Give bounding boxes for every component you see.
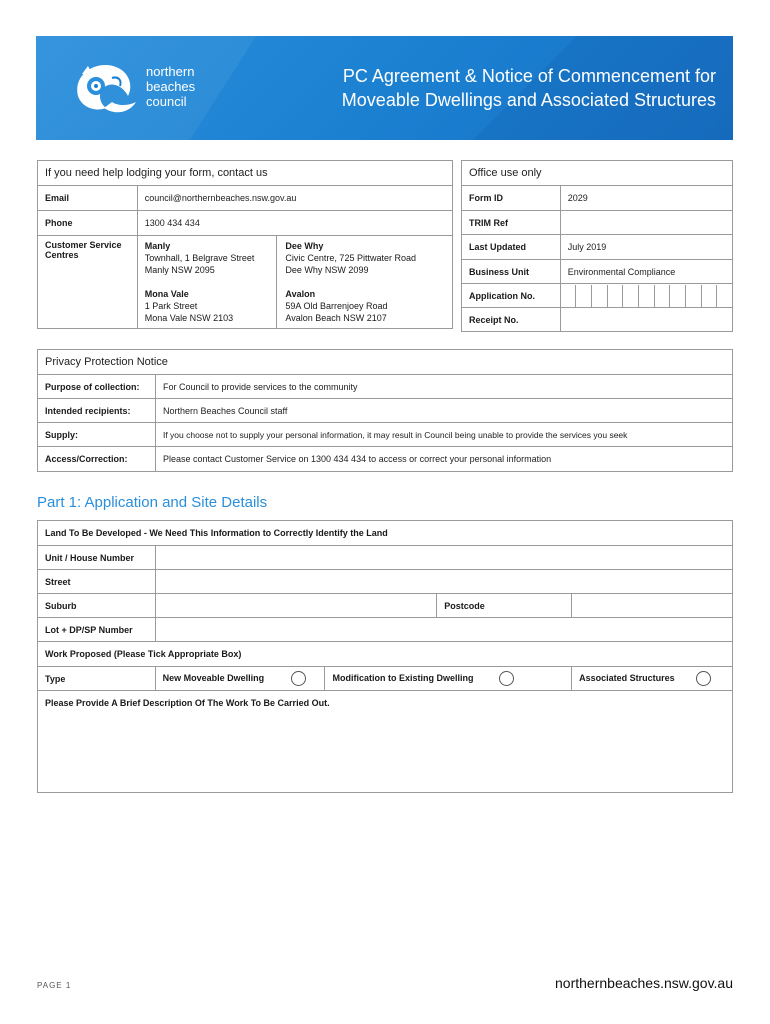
type-option-modification-label: Modification to Existing Dwelling [332, 672, 474, 683]
lot-dp-input[interactable] [155, 618, 732, 642]
postcode-input[interactable] [572, 594, 733, 618]
digit-box[interactable] [608, 285, 624, 307]
centre-manly [145, 240, 273, 276]
centre-address: Civic Centre, 725 Pittwater Road [285, 253, 416, 263]
application-no-boxes[interactable] [561, 285, 732, 307]
office-heading: Office use only [462, 161, 733, 186]
type-option-associated-label: Associated Structures [579, 672, 675, 683]
type-label: Type [38, 667, 156, 691]
suburb-input[interactable] [155, 594, 437, 618]
digit-box[interactable] [576, 285, 592, 307]
business-unit-value: Environmental Compliance [560, 260, 732, 284]
page-number: PAGE 1 [37, 981, 72, 990]
land-heading: Land To Be Developed - We Need This Information to Correctly Identify the Land [38, 521, 733, 546]
digit-box[interactable] [655, 285, 671, 307]
privacy-purpose-value: For Council to provide services to the community [155, 375, 732, 399]
logo-line: northern [146, 64, 195, 79]
digit-box[interactable] [561, 285, 577, 307]
digit-box[interactable] [592, 285, 608, 307]
unit-number-label: Unit / House Number [38, 546, 156, 570]
modification-radio[interactable] [499, 671, 514, 686]
privacy-recipients-label: Intended recipients: [38, 399, 156, 423]
type-option-new[interactable] [155, 667, 325, 691]
centre-name: Avalon [285, 289, 316, 299]
centre-avalon [285, 288, 448, 324]
trim-ref-field[interactable] [560, 211, 732, 235]
part-1-title: Part 1: Application and Site Details [37, 494, 268, 511]
centres-col-1 [137, 236, 277, 329]
centre-name: Manly [144, 241, 171, 251]
logo-line: council [146, 94, 187, 109]
application-no-label: Application No. [462, 284, 561, 308]
contact-table [37, 160, 453, 329]
phone-label: Phone [38, 211, 138, 236]
digit-box[interactable] [639, 285, 655, 307]
trim-ref-label: TRIM Ref [462, 211, 561, 235]
email-label: Email [38, 186, 138, 211]
work-proposed-heading: Work Proposed (Please Tick Appropriate Box) [38, 642, 733, 667]
suburb-label: Suburb [38, 594, 156, 618]
centres-label: Customer Service Centres [38, 236, 138, 329]
privacy-supply-label: Supply: [38, 423, 156, 447]
centre-address: Dee Why NSW 2099 [285, 265, 369, 275]
email-value[interactable]: council@northernbeaches.nsw.gov.au [137, 186, 452, 211]
digit-box[interactable] [623, 285, 639, 307]
centre-address: Manly NSW 2095 [144, 265, 215, 275]
centre-address: Townhall, 1 Belgrave Street [144, 253, 255, 263]
office-use-table [461, 160, 733, 332]
council-logo-icon [68, 56, 138, 122]
centre-name: Dee Why [285, 241, 324, 251]
application-no-field[interactable] [560, 284, 732, 308]
street-input[interactable] [155, 570, 732, 594]
type-option-new-label: New Moveable Dwelling [162, 672, 265, 683]
footer-url[interactable]: northernbeaches.nsw.gov.au [555, 975, 733, 991]
receipt-no-label: Receipt No. [462, 308, 561, 332]
lot-dp-label: Lot + DP/SP Number [38, 618, 156, 642]
centre-address: Mona Vale NSW 2103 [144, 313, 234, 323]
receipt-no-field[interactable] [560, 308, 732, 332]
business-unit-label: Business Unit [462, 260, 561, 284]
form-title: PC Agreement & Notice of Commencement for Moveable Dwellings and Associated Structures [341, 66, 716, 110]
privacy-access-label: Access/Correction: [38, 447, 156, 472]
description-heading: Please Provide A Brief Description Of The Work To Be Carried Out. [38, 691, 733, 715]
digit-box[interactable] [686, 285, 702, 307]
centre-address: Avalon Beach NSW 2107 [285, 313, 387, 323]
form-id-value: 2029 [560, 186, 732, 211]
privacy-table [37, 349, 733, 472]
logo-wordmark [146, 64, 195, 109]
form-id-label: Form ID [462, 186, 561, 211]
description-textarea[interactable] [38, 715, 733, 793]
postcode-label: Postcode [437, 594, 572, 618]
type-option-associated[interactable] [572, 667, 733, 691]
phone-value[interactable]: 1300 434 434 [137, 211, 452, 236]
centre-dee-why [285, 240, 448, 276]
centre-name: Mona Vale [144, 289, 189, 299]
last-updated-value: July 2019 [560, 235, 732, 260]
unit-number-input[interactable] [155, 546, 732, 570]
type-option-modification[interactable] [325, 667, 572, 691]
site-details-table [37, 520, 733, 793]
privacy-access-value: Please contact Customer Service on 1300 434 434 to access or correct your personal information [155, 447, 732, 472]
logo-line: beaches [146, 79, 196, 94]
centres-col-2 [277, 236, 453, 329]
centre-mona-vale [145, 288, 273, 324]
digit-box[interactable] [702, 285, 718, 307]
associated-structures-radio[interactable] [696, 671, 711, 686]
street-label: Street [38, 570, 156, 594]
privacy-heading: Privacy Protection Notice [38, 350, 733, 375]
privacy-recipients-value: Northern Beaches Council staff [155, 399, 732, 423]
centre-address: 1 Park Street [144, 301, 198, 311]
contact-heading: If you need help lodging your form, contact us [38, 161, 453, 186]
privacy-purpose-label: Purpose of collection: [38, 375, 156, 399]
digit-box[interactable] [717, 285, 732, 307]
header-banner [36, 36, 733, 140]
centre-address: 59A Old Barrenjoey Road [285, 301, 388, 311]
privacy-supply-value: If you choose not to supply your personal information, it may result in Council being unable to provide the services you seek [155, 423, 732, 447]
new-dwelling-radio[interactable] [291, 671, 306, 686]
last-updated-label: Last Updated [462, 235, 561, 260]
digit-box[interactable] [670, 285, 686, 307]
